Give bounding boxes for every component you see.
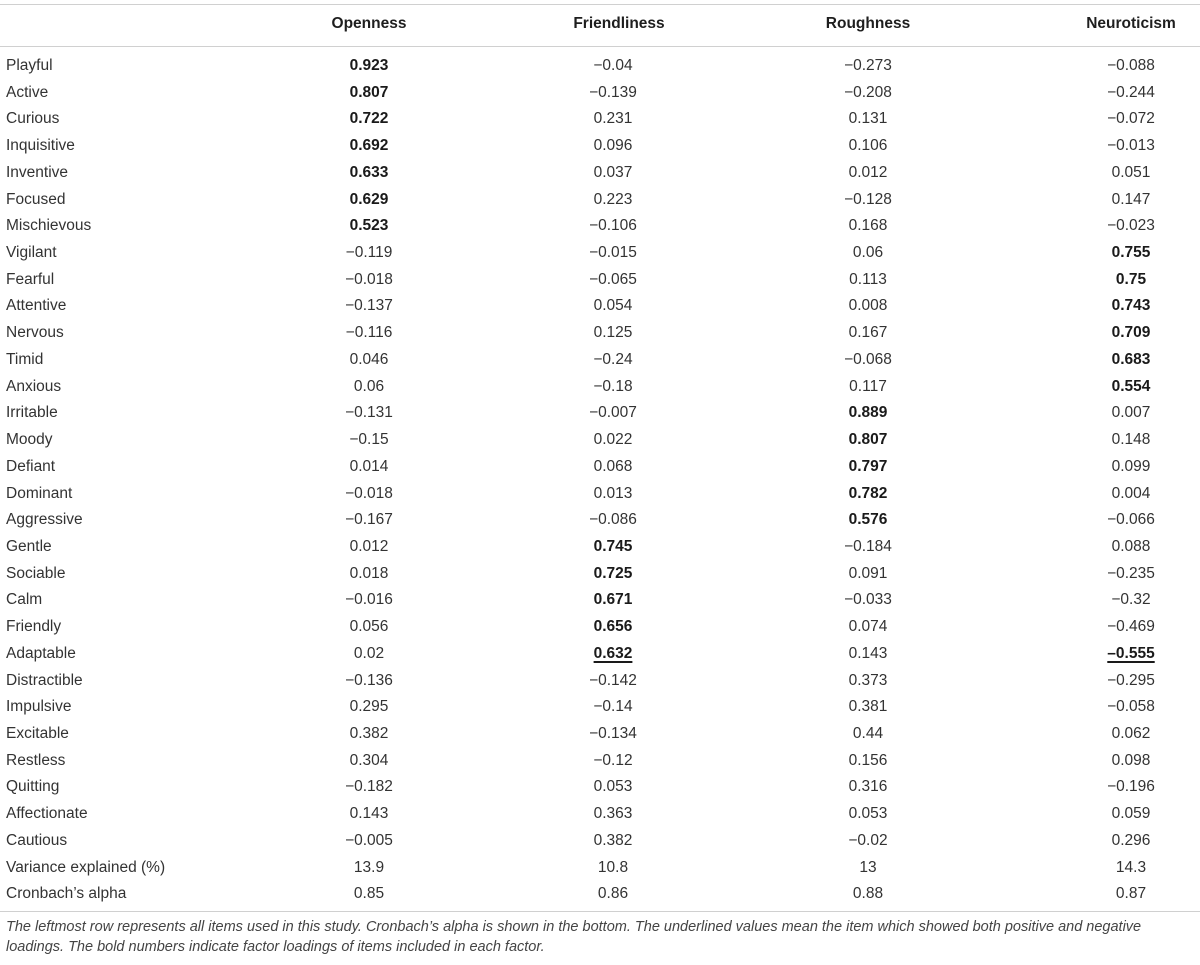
cell-roughness: 0.168	[848, 217, 888, 235]
table-bottom-rule	[0, 911, 1200, 912]
table-row	[0, 774, 1200, 801]
cell-friendliness: 0.053	[593, 778, 633, 796]
table-row	[0, 614, 1200, 641]
cell-neuroticism: 0.296	[1111, 831, 1151, 849]
cell-friendliness: 0.096	[593, 137, 633, 155]
cell-roughness: 0.143	[848, 644, 888, 662]
row-label: Curious	[6, 110, 60, 128]
cell-openness: −0.167	[345, 511, 393, 529]
cell-openness: 0.06	[353, 377, 385, 395]
cell-friendliness: −0.106	[589, 217, 637, 235]
cell-openness: −0.15	[349, 431, 389, 449]
cell-neuroticism: −0.196	[1107, 778, 1155, 796]
table-row	[0, 80, 1200, 107]
row-label: Focused	[6, 190, 66, 208]
cell-roughness: −0.068	[844, 350, 892, 368]
table-row	[0, 561, 1200, 588]
cell-friendliness: 0.86	[597, 885, 629, 903]
cell-neuroticism: 0.755	[1111, 244, 1151, 262]
cell-openness: −0.005	[345, 831, 393, 849]
cell-neuroticism: 0.098	[1111, 751, 1151, 769]
cell-neuroticism: 0.554	[1111, 377, 1151, 395]
cell-friendliness: 0.656	[593, 618, 633, 636]
table-row	[0, 881, 1200, 908]
cell-neuroticism: 0.147	[1111, 190, 1151, 208]
cell-openness: −0.016	[345, 591, 393, 609]
table-row	[0, 213, 1200, 240]
table-row	[0, 106, 1200, 133]
cell-roughness: 0.131	[848, 110, 888, 128]
table-row	[0, 507, 1200, 534]
cell-roughness: −0.273	[844, 57, 892, 74]
cell-roughness: −0.033	[844, 591, 892, 609]
cell-openness: −0.131	[345, 404, 393, 422]
cell-friendliness: 0.632	[593, 644, 633, 662]
cell-neuroticism: 14.3	[1115, 858, 1147, 876]
cell-roughness: 0.156	[848, 751, 888, 769]
row-label: Excitable	[6, 725, 69, 742]
cell-roughness: 0.576	[848, 511, 888, 529]
table-row	[0, 587, 1200, 614]
cell-neuroticism: −0.023	[1107, 217, 1155, 235]
cell-friendliness: −0.065	[589, 270, 637, 288]
row-label: Adaptable	[6, 644, 76, 662]
table-row	[0, 400, 1200, 427]
row-label: Inquisitive	[6, 137, 75, 155]
row-label: Variance explained (%)	[6, 858, 166, 876]
cell-friendliness: 10.8	[597, 858, 629, 876]
row-label: Inventive	[6, 163, 69, 181]
cell-friendliness: −0.04	[593, 57, 633, 74]
row-label: Impulsive	[6, 698, 72, 716]
cell-friendliness: −0.18	[593, 377, 633, 395]
cell-friendliness: −0.139	[589, 83, 637, 101]
cell-openness: 0.014	[349, 457, 389, 475]
cell-neuroticism: −0.244	[1107, 83, 1155, 101]
cell-friendliness: −0.12	[593, 751, 633, 769]
header-neuroticism: Neuroticism	[1086, 15, 1176, 32]
header-openness: Openness	[331, 15, 407, 32]
table-row	[0, 801, 1200, 828]
cell-neuroticism: –0.555	[1107, 644, 1155, 662]
cell-roughness: 0.381	[848, 698, 888, 716]
cell-neuroticism: 0.059	[1111, 805, 1151, 823]
cell-roughness: 0.167	[848, 324, 888, 342]
row-label: Defiant	[6, 457, 56, 475]
cell-roughness: −0.184	[844, 537, 892, 555]
cell-friendliness: 0.725	[593, 564, 633, 582]
table-row	[0, 454, 1200, 481]
table-row	[0, 267, 1200, 294]
row-label: Cautious	[6, 831, 68, 849]
cell-openness: 0.629	[349, 190, 389, 208]
cell-roughness: −0.208	[844, 83, 892, 101]
cell-roughness: 0.091	[848, 564, 888, 582]
cell-openness: 0.018	[349, 564, 389, 582]
cell-neuroticism: 0.683	[1111, 350, 1151, 368]
row-label: Cronbach’s alpha	[6, 885, 127, 903]
row-label: Attentive	[6, 297, 67, 315]
cell-friendliness: −0.007	[589, 404, 637, 422]
cell-openness: −0.116	[345, 324, 393, 342]
cell-openness: 0.923	[349, 57, 389, 74]
row-label: Friendly	[6, 618, 62, 636]
cell-openness: 13.9	[353, 858, 385, 876]
table-footnote: The leftmost row represents all items used in this study. Cronbach’s alpha is shown in the bottom. The underlined values mean the item which showed both positive and negative loadings. The bold numbers indicate factor loadings of items included in each factor.	[6, 919, 1142, 955]
cell-neuroticism: 0.743	[1111, 297, 1151, 315]
header-friendliness: Friendliness	[573, 15, 665, 32]
row-label: Fearful	[6, 270, 55, 288]
cell-openness: 0.807	[349, 83, 389, 101]
cell-openness: 0.382	[349, 725, 389, 742]
cell-neuroticism: 0.709	[1111, 324, 1151, 342]
cell-friendliness: 0.382	[593, 831, 633, 849]
table-row	[0, 133, 1200, 160]
table-row	[0, 641, 1200, 668]
table-row	[0, 293, 1200, 320]
cell-neuroticism: −0.469	[1107, 618, 1155, 636]
cell-openness: −0.018	[345, 270, 393, 288]
cell-neuroticism: 0.87	[1115, 885, 1147, 903]
cell-friendliness: 0.223	[593, 190, 633, 208]
row-label: Gentle	[6, 537, 52, 555]
cell-neuroticism: −0.235	[1107, 564, 1155, 582]
table-row	[0, 160, 1200, 187]
cell-neuroticism: 0.148	[1111, 431, 1151, 449]
cell-openness: −0.137	[345, 297, 393, 315]
cell-neuroticism: 0.051	[1111, 163, 1151, 181]
cell-friendliness: −0.142	[589, 671, 637, 689]
table-row	[0, 668, 1200, 695]
cell-openness: −0.136	[345, 671, 393, 689]
table-row	[0, 694, 1200, 721]
cell-roughness: 0.06	[852, 244, 884, 262]
cell-neuroticism: −0.066	[1107, 511, 1155, 529]
row-label: Irritable	[6, 404, 58, 422]
cell-neuroticism: −0.32	[1111, 591, 1151, 609]
cell-openness: −0.182	[345, 778, 393, 796]
cell-openness: 0.722	[349, 110, 389, 128]
cell-friendliness: 0.054	[593, 297, 633, 315]
cell-neuroticism: −0.058	[1107, 698, 1155, 716]
cell-neuroticism: −0.088	[1107, 57, 1155, 74]
cell-friendliness: 0.231	[593, 110, 633, 128]
cell-friendliness: −0.24	[593, 350, 633, 368]
cell-friendliness: 0.022	[593, 431, 633, 449]
table-row	[0, 481, 1200, 508]
cell-roughness: 0.316	[848, 778, 888, 796]
cell-roughness: 13	[859, 858, 877, 876]
row-label: Distractible	[6, 671, 83, 689]
cell-openness: 0.85	[353, 885, 385, 903]
cell-openness: 0.633	[349, 163, 389, 181]
row-label: Restless	[6, 751, 66, 769]
cell-friendliness: 0.745	[593, 537, 633, 555]
table-row	[0, 534, 1200, 561]
cell-roughness: 0.373	[848, 671, 888, 689]
cell-neuroticism: 0.004	[1111, 484, 1151, 502]
cell-openness: 0.295	[349, 698, 389, 716]
table-row	[0, 187, 1200, 214]
row-label: Nervous	[6, 324, 64, 342]
header-roughness: Roughness	[825, 15, 911, 32]
cell-neuroticism: 0.088	[1111, 537, 1151, 555]
table-row	[0, 855, 1200, 882]
cell-roughness: 0.889	[848, 404, 888, 422]
cell-friendliness: 0.068	[593, 457, 633, 475]
cell-neuroticism: 0.062	[1111, 725, 1151, 742]
cell-friendliness: 0.671	[593, 591, 633, 609]
row-label: Anxious	[6, 377, 62, 395]
row-label: Dominant	[6, 484, 73, 502]
cell-friendliness: −0.134	[589, 725, 637, 742]
table-row	[0, 721, 1200, 748]
cell-roughness: 0.782	[848, 484, 888, 502]
cell-openness: 0.056	[349, 618, 389, 636]
row-label: Calm	[6, 591, 43, 609]
table-row	[0, 240, 1200, 267]
cell-roughness: 0.106	[848, 137, 888, 155]
cell-friendliness: −0.015	[589, 244, 637, 262]
cell-neuroticism: −0.072	[1107, 110, 1155, 128]
cell-roughness: −0.128	[844, 190, 892, 208]
cell-openness: 0.02	[353, 644, 385, 662]
cell-friendliness: 0.363	[593, 805, 633, 823]
table-row	[0, 427, 1200, 454]
cell-neuroticism: −0.013	[1107, 137, 1155, 155]
cell-friendliness: −0.086	[589, 511, 637, 529]
cell-openness: 0.046	[349, 350, 389, 368]
cell-roughness: 0.008	[848, 297, 888, 315]
row-label: Aggressive	[6, 511, 83, 529]
table-row	[0, 320, 1200, 347]
cell-openness: 0.304	[349, 751, 389, 769]
row-label: Affectionate	[6, 805, 88, 823]
cell-roughness: 0.113	[849, 270, 887, 288]
cell-openness: −0.119	[345, 244, 393, 262]
cell-roughness: 0.074	[848, 618, 888, 636]
cell-roughness: 0.44	[852, 725, 884, 742]
cell-friendliness: 0.125	[593, 324, 633, 342]
cell-neuroticism: 0.007	[1111, 404, 1151, 422]
cell-roughness: 0.807	[848, 431, 888, 449]
cell-neuroticism: 0.099	[1111, 457, 1151, 475]
cell-friendliness: 0.013	[593, 484, 633, 502]
table-row	[0, 347, 1200, 374]
header-rule	[0, 46, 1200, 47]
table-row	[0, 374, 1200, 401]
row-label: Timid	[6, 350, 44, 368]
cell-friendliness: 0.037	[593, 163, 633, 181]
cell-roughness: −0.02	[848, 831, 888, 849]
row-label: Playful	[6, 57, 53, 74]
cell-roughness: 0.053	[848, 805, 888, 823]
cell-openness: 0.012	[349, 537, 389, 555]
row-label: Quitting	[6, 778, 60, 796]
row-label: Moody	[6, 431, 53, 449]
table-row	[0, 748, 1200, 775]
cell-roughness: 0.797	[848, 457, 888, 475]
cell-openness: 0.143	[349, 805, 389, 823]
cell-neuroticism: −0.295	[1107, 671, 1155, 689]
row-label: Mischievous	[6, 217, 92, 235]
row-label: Sociable	[6, 564, 66, 582]
cell-roughness: 0.012	[848, 163, 888, 181]
table-header-row	[0, 0, 1200, 46]
cell-openness: −0.018	[345, 484, 393, 502]
cell-openness: 0.523	[349, 217, 389, 235]
table-row	[0, 828, 1200, 855]
table-row	[0, 53, 1200, 80]
cell-openness: 0.692	[349, 137, 389, 155]
cell-roughness: 0.117	[849, 377, 887, 395]
cell-neuroticism: 0.75	[1115, 270, 1147, 288]
row-label: Vigilant	[6, 244, 57, 262]
cell-roughness: 0.88	[852, 885, 884, 903]
row-label: Active	[6, 83, 49, 101]
cell-friendliness: −0.14	[593, 698, 633, 716]
